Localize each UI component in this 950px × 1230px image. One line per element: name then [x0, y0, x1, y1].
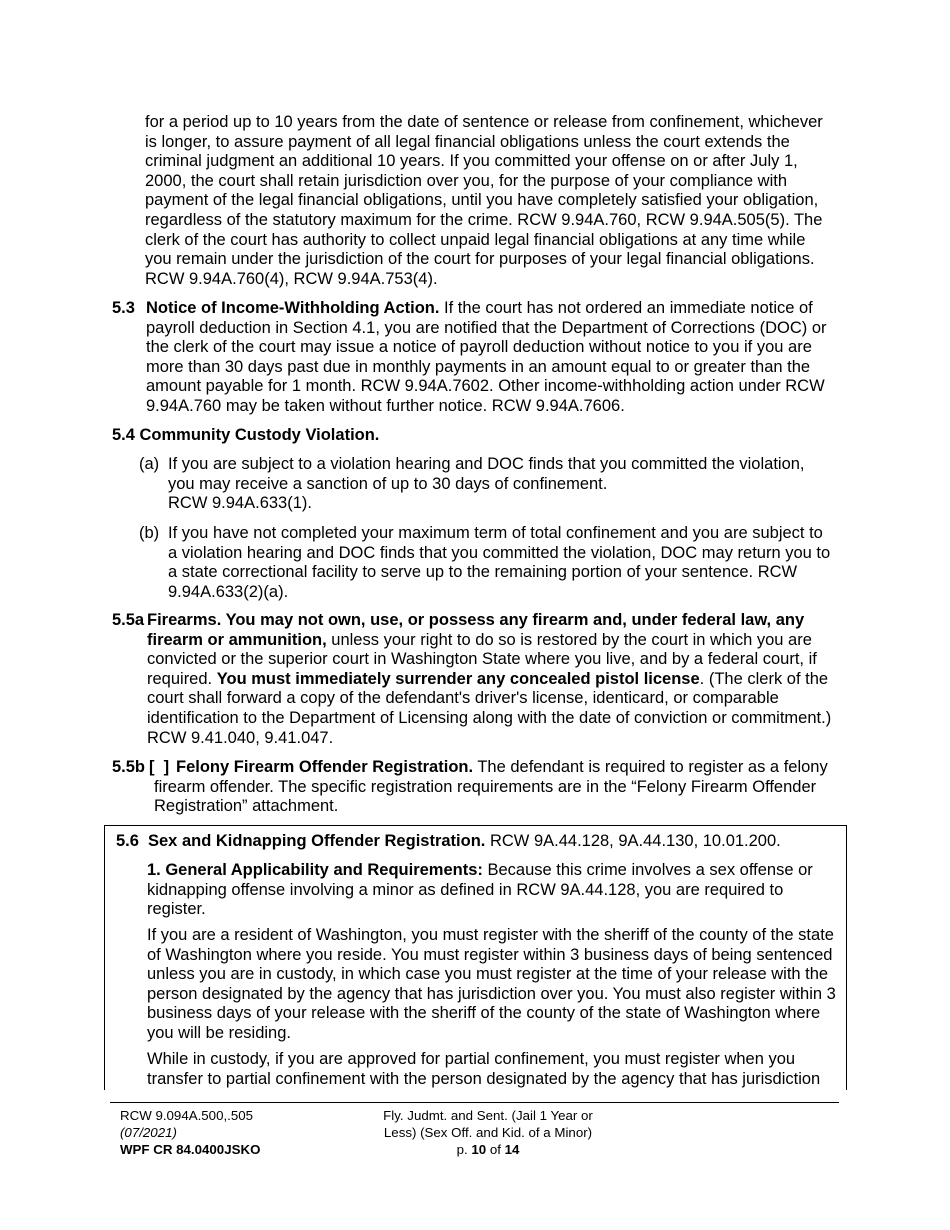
section-text: unless your right to do so is restored by the court in which you are convicted or the superior court in Washington State where you live, and by a federal court, if required.: [147, 630, 817, 688]
section-text: The defendant is required to register as a felony firearm offender. The specific registration requirements are in the “Felony Firearm Offender Registration” attachment.: [154, 758, 828, 816]
section-number: 5.3: [112, 299, 135, 317]
item-citation: RCW 9.94A.633(1).: [168, 494, 312, 513]
intro-paragraph: [145, 113, 835, 289]
section-citation: RCW 9A.44.128, 9A.44.130, 10.01.200.: [485, 832, 781, 850]
section-text: If the court has not ordered an immediate notice of payroll deduction in Section 4.1, you are notified that the Department of Corrections (DOC) or the clerk of the court may issue a notice of payroll deduction without notice to you if you are more than 30 days past due in monthly payments in an amount equal to or greater than the amount payable for 1 month. RCW 9.94A.7602. Other income-withholding action under RCW 9.94A.760 may be taken without further notice. RCW 9.94A.7606.: [146, 299, 827, 415]
page-prefix: p.: [456, 1142, 472, 1157]
page-of: of: [486, 1142, 505, 1157]
section-5-6-sub1: [147, 861, 841, 920]
item-label: (b): [139, 524, 160, 542]
section-title: Felony Firearm Offender Registration.: [176, 758, 474, 776]
footer-left: [120, 1107, 360, 1158]
subsection-text: Because this crime involves a sex offense or kidnapping offense involving a minor as defined in RCW 9A.44.128, you are required to register.: [147, 861, 813, 919]
section-title: Sex and Kidnapping Offender Registration.: [148, 832, 486, 850]
page-current: 10: [471, 1142, 487, 1157]
section-5-3-body: [146, 299, 842, 417]
footer-date: (07/2021): [120, 1125, 177, 1140]
item-body: If you are subject to a violation hearing and DOC finds that you committed the violation, you may receive a sanction of up to 30 days of confinement.: [168, 455, 805, 493]
footer-center: [350, 1107, 626, 1158]
footer-form-number: WPF CR 84.0400JSKO: [120, 1142, 261, 1157]
section-title: 5.4 Community Custody Violation.: [112, 426, 380, 444]
section-number: 5.5b: [112, 758, 146, 776]
subsection-title: 1. General Applicability and Requirements:: [147, 861, 483, 879]
section-title: Firearms. You may not own, use, or possess any firearm and, under federal law, any firearm or ammunition,: [147, 611, 805, 649]
item-text: If you have not completed your maximum term of total confinement and you are subject to a violation hearing and DOC finds that you committed the violation, DOC may return you to a state correctional facility to serve up to the remaining portion of your sentence. RCW 9.94A.633(2)(a).: [168, 524, 831, 601]
section-5-5b-body: [154, 758, 842, 817]
footer-title-line: Fly. Judmt. and Sent. (Jail 1 Year or: [383, 1108, 593, 1123]
checkbox[interactable]: [ ]: [149, 758, 170, 776]
footer-rcw: RCW 9.094A.500,.505: [120, 1108, 254, 1123]
footer-divider: [110, 1102, 839, 1103]
section-number: 5.6: [116, 832, 139, 850]
section-5-6-heading: [148, 832, 841, 852]
section-emphasis: You must immediately surrender any concealed pistol license: [216, 669, 700, 688]
section-number: 5.5a: [112, 611, 145, 629]
page-total: 14: [504, 1142, 520, 1157]
section-5-5a-body: [147, 611, 842, 748]
section-5-6-para3: While in custody, if you are approved for partial confinement, you must register when you transfer to partial confinement with the person designated by the agency that has jurisdiction: [147, 1050, 821, 1088]
page-number: [350, 1141, 626, 1158]
section-title: Notice of Income-Withholding Action.: [146, 299, 440, 317]
item-label: (a): [139, 455, 160, 473]
intro-text: for a period up to 10 years from the date of sentence or release from confinement, whichever is longer, to assure payment of all legal financial obligations unless the court extends the criminal judgment an additional 10 years. If you committed your offense on or after July 1, 2000, the court shall retain jurisdiction over you, for the purpose of your compliance with payment of the legal financial obligations, until you have completely satisfied your obligation, regardless of the statutory maximum for the crime. RCW 9.94A.760, RCW 9.94A.505(5). The clerk of the court has authority to collect unpaid legal financial obligations at any time while you remain under the jurisdiction of the court for purposes of your legal financial obligations. RCW 9.94A.760(4), RCW 9.94A.753(4).: [145, 113, 823, 288]
section-text: . (The clerk of the court shall forward a copy of the defendant's driver's license, identicard, or comparable identification to the Department of Licensing along with the date of conviction or commitment.) RCW 9.41.040, 9.41.047.: [147, 669, 832, 747]
section-5-4-heading: [112, 426, 712, 446]
footer-title-line: Less) (Sex Off. and Kid. of a Minor): [383, 1125, 593, 1140]
section-5-6-para2: If you are a resident of Washington, you must register with the sheriff of the county of the state of Washington where you reside. You must register within 3 business days of being sentenced unless you are in custody, in which case you must register at the time of your release with the person designated by the agency that has jurisdiction over you. You must also register within 3 business days of your release with the sheriff of the county of the state of Washington where you will be residing.: [147, 926, 836, 1042]
item-text: [168, 455, 832, 514]
